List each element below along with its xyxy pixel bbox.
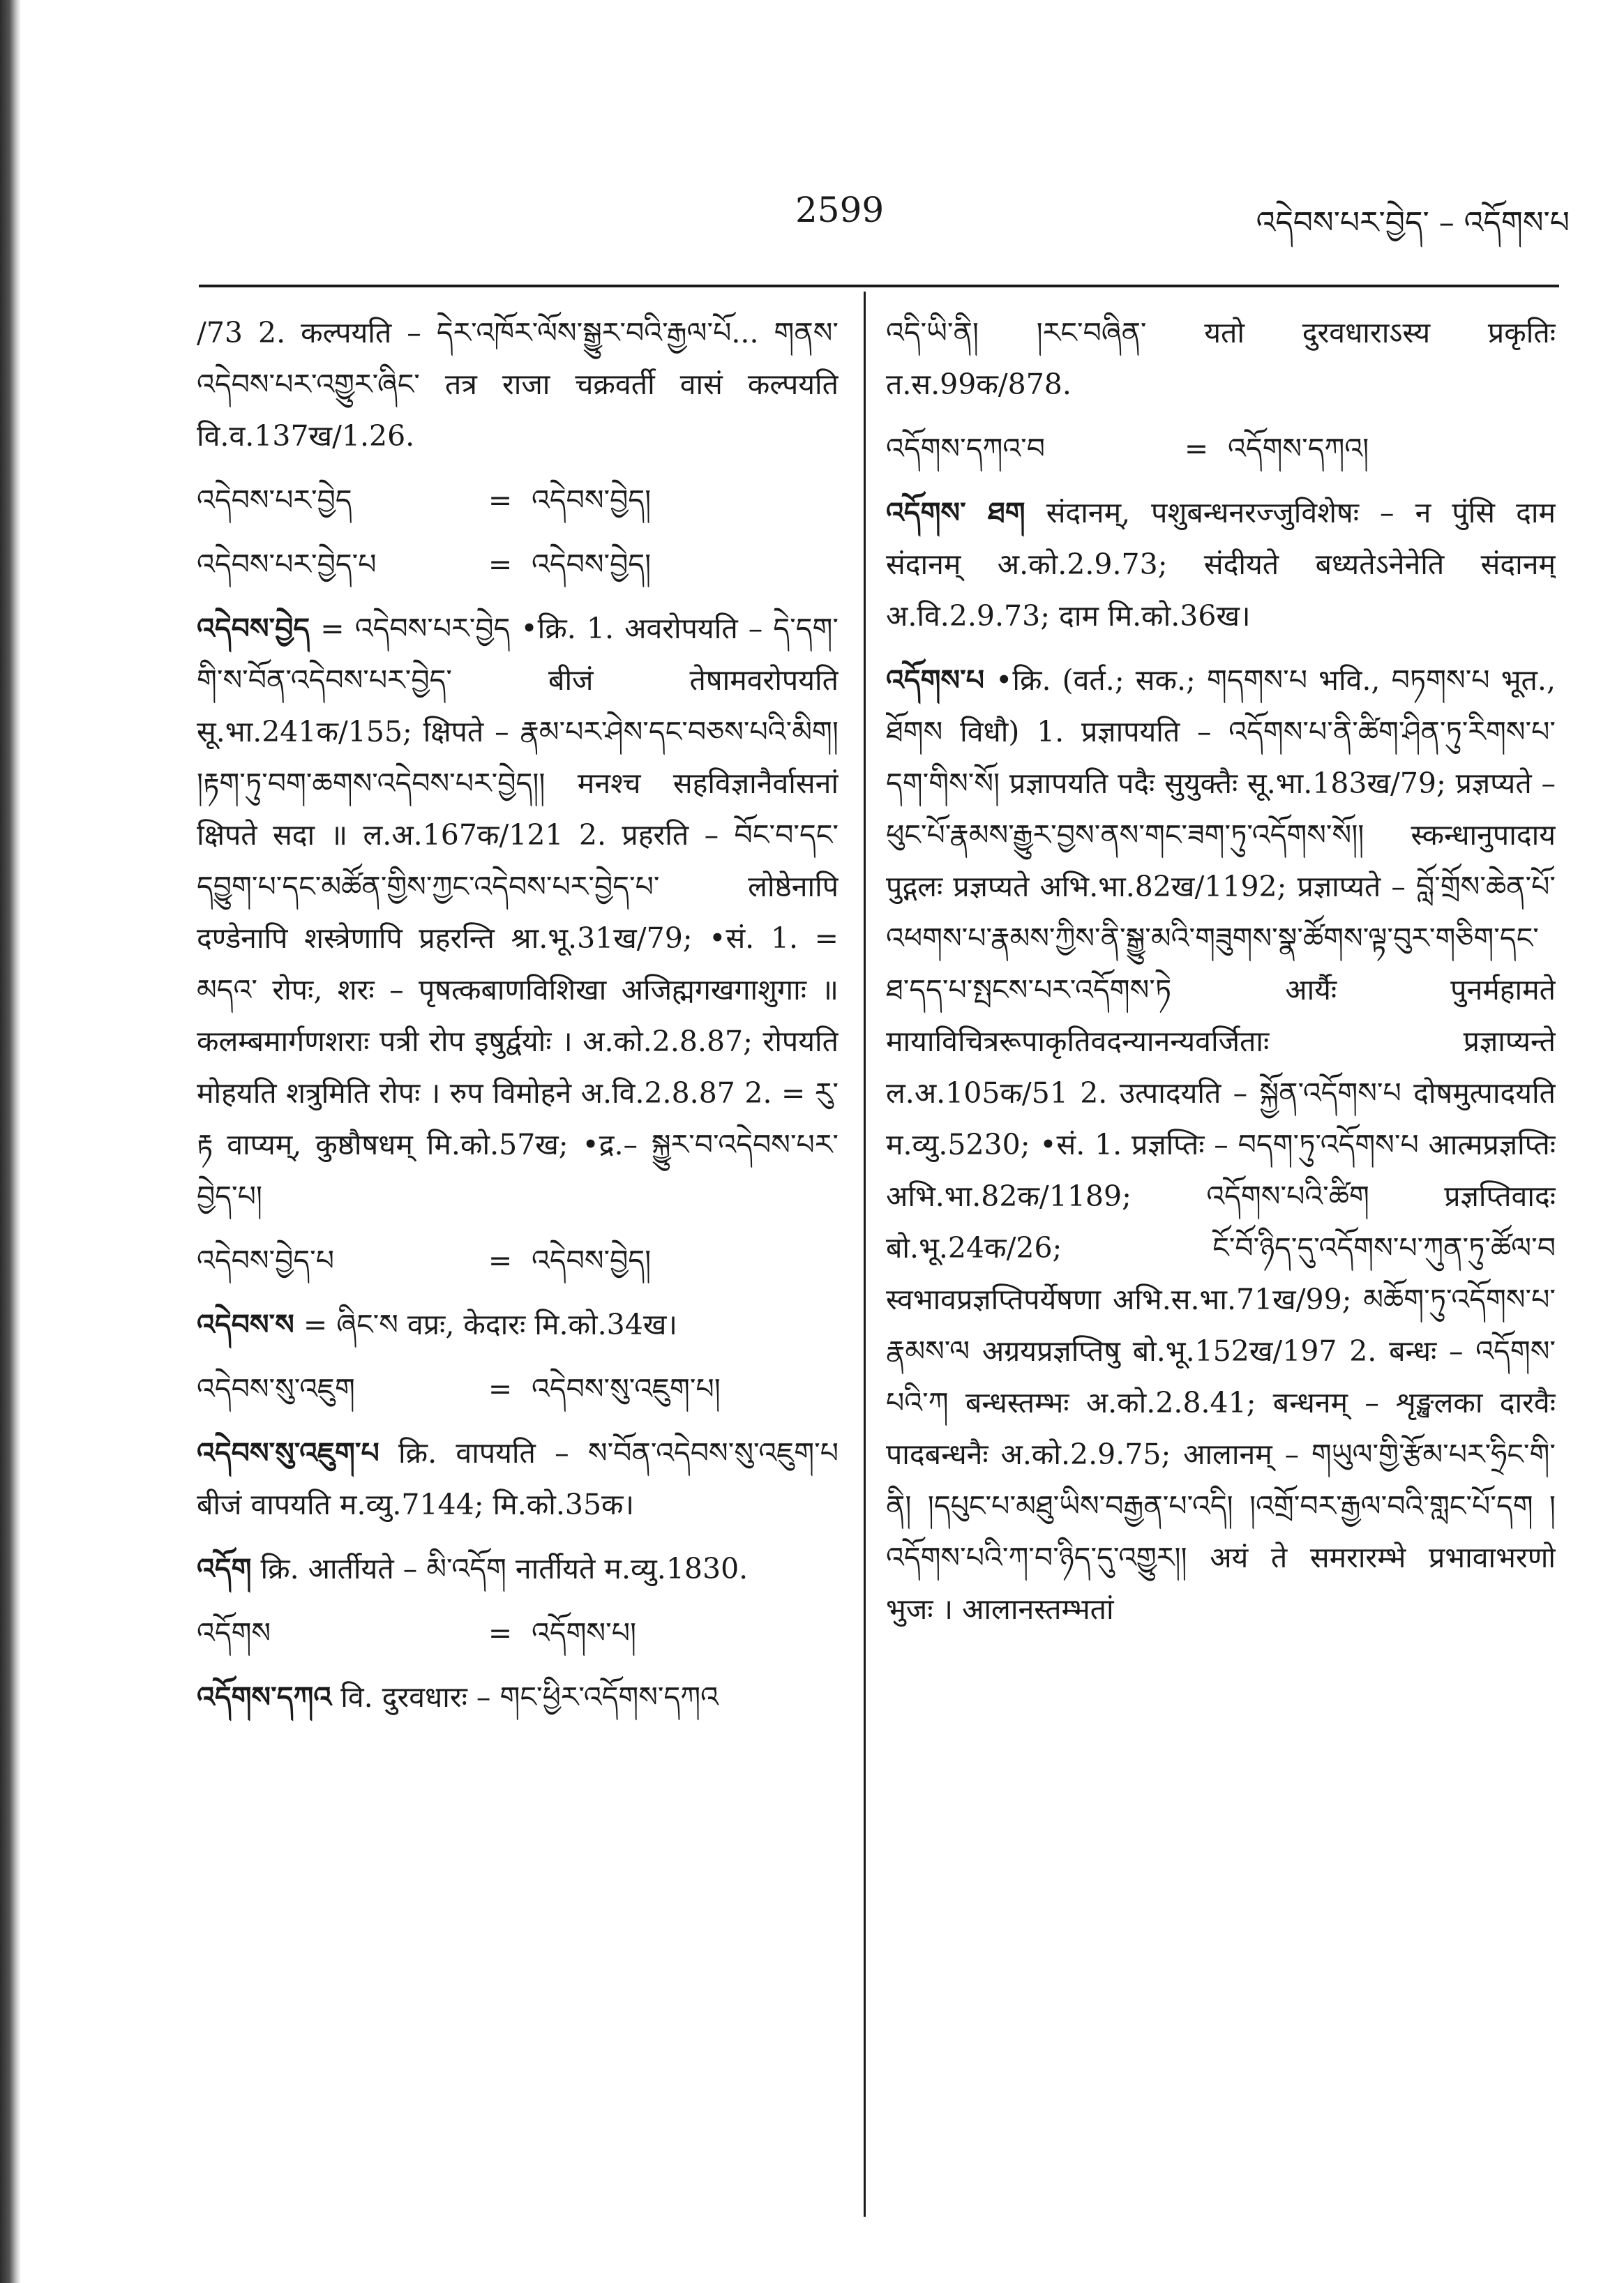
- right-column: [886, 307, 1556, 2260]
- headword: འདོག: [197, 1552, 252, 1585]
- entry-body: क्रि. आर्तीयते – མི་འདོག नार्तीयते म.व्यु.1830.: [260, 1552, 749, 1585]
- headword: འདོགས་པ: [886, 663, 984, 697]
- left-column: [197, 307, 839, 2260]
- dictionary-entry: [197, 1671, 839, 1723]
- headword: འདེབས་བྱེད: [197, 612, 310, 645]
- dictionary-entry: [197, 1543, 839, 1595]
- dictionary-entry: [197, 1299, 839, 1350]
- dictionary-entry: [886, 487, 1556, 642]
- running-head: འདེབས་པར་བྱེད་ – འདོགས་པ: [1256, 205, 1570, 241]
- entry-body: = ཞིང་ས वप्रः, केदारः मि.को.34ख।: [303, 1308, 677, 1341]
- headword: འདེབས་བྱེད་པ: [197, 1244, 335, 1277]
- header-rule: [199, 285, 1559, 287]
- dictionary-entry: [197, 307, 839, 462]
- reference-target: འདེབས་བྱེད།: [532, 483, 652, 517]
- reference-target: འདོགས་པ།: [532, 1616, 637, 1650]
- equals-sign: =: [1184, 432, 1209, 465]
- headword: འདེབས་སུ་འཇུག: [197, 1372, 355, 1406]
- reference-target: འདེབས་བྱེད།: [532, 548, 652, 581]
- cross-reference-entry: [886, 423, 1556, 474]
- entry-body: /73 2. कल्पयति – དེར་འཁོར་ལོས་སྒྱུར་བའི་རྒྱལ་པོ... གནས་འདེབས་པར་འགྱུར་ཞིང་ तत्र राजा चक्रवर्ती वासं कल्पयति वि.व.137ख/1.26.: [197, 316, 839, 453]
- entry-body: འདི་ཡི་ནི། །རང་བཞིན་ यतो दुरवधाराऽस्य प्रकृतिः त.स.99क/878.: [886, 316, 1556, 401]
- entry-body: संदानम्, पशुबन्धनरज्जुविशेषः – न पुंसि दाम संदानम् अ.को.2.9.73; संदीयते बध्यतेऽनेनेति संदानम् अ.वि.2.9.73; दाम मि.को.36ख।: [886, 496, 1556, 633]
- dictionary-entry: [197, 1427, 839, 1530]
- headword: འདོགས་དཀའ: [197, 1680, 332, 1714]
- dictionary-entry: [886, 654, 1556, 1635]
- entry-body: •क्रि. (वर्त.; सक.; གདགས་པ भवि., བཏགས་པ भूत., ཐོགས विधौ) 1. प्रज्ञापयति – འདོགས་པ་ནི་ཚིག་ཤིན་ཏུ་རིགས་པ་དག་གིས་སོ། प्रज्ञापयति पदैः सुयुक्तैः सू.भा.183ख/79; प्रज्ञप्यते – ཕུང་པོ་རྣམས་རྒྱུར་བྱས་ནས་གང་ཟག་ཏུ་འདོགས་སོ།། स्कन्धानुपादाय पुद्गलः प्रज्ञप्यते अभि.भा.82ख/1192; प्रज्ञाप्यते – བློ་གྲོས་ཆེན་པོ་འཕགས་པ་རྣམས་ཀྱིས་ནི་སྒྱུ་མའི་གཟུགས་སྣ་ཚོགས་ལྟ་བུར་གཅིག་དང་ཐ་དད་པ་སྤངས་པར་འདོགས་ཏེ आर्यैः पुनर्महामते मायाविचित्ररूपाकृतिवदन्यानन्यवर्जिताः प्रज्ञाप्यन्ते ल.अ.105क/51 2. उत्पादयति – སྐྱོན་འདོགས་པ दोषमुत्पादयति म.व्यु.5230; •सं. 1. प्रज्ञप्तिः – བདག་ཏུ་འདོགས་པ आत्मप्रज्ञप्तिः अभि.भा.82क/1189; འདོགས་པའི་ཚིག प्रज्ञप्तिवादः बो.भू.24क/26; ངོ་བོ་ཉིད་དུ་འདོགས་པ་ཀུན་ཏུ་ཚོལ་བ स्वभावप्रज्ञप्तिपर्येषणा अभि.स.भा.71ख/99; མཆོག་ཏུ་འདོགས་པ་རྣམས་ལ अग्रयप्रज्ञप्तिषु बो.भू.152ख/197 2. बन्धः – འདོགས་པའི་ཀ बन्धस्तम्भः अ.को.2.8.41; बन्धनम् – शृङ्खलका दारवैः पादबन्धनैः अ.को.2.9.75; आलानम् – གཡུལ་གྱི་རྩོམ་པར་ཧྲིང་གི་ནི། །དཔུང་པ་མཐུ་ཡིས་བརྒྱན་པ་འདི། །འགྲོ་བར་རྒྱལ་བའི་གླང་པོ་དག །འདོགས་པའི་ཀ་བ་ཉིད་དུ་འགྱུར།། अयं ते समरारम्भे प्रभावाभरणो भुजः । आलानस्तम्भतां: [886, 663, 1556, 1626]
- dictionary-entry: [197, 603, 839, 1222]
- equals-sign: =: [488, 1244, 513, 1277]
- reference-target: འདེབས་སུ་འཇུག་པ།: [532, 1372, 721, 1406]
- page-number: 2599: [795, 190, 885, 230]
- headword: འདོགས་དཀའ་བ: [886, 432, 1046, 465]
- equals-sign: =: [488, 483, 513, 517]
- cross-reference-entry: [197, 538, 839, 590]
- cross-reference-entry: [197, 1607, 839, 1659]
- headword: འདོགས: [197, 1616, 271, 1650]
- equals-sign: =: [488, 1616, 513, 1650]
- headword: འདོགས་ ཐག: [886, 496, 1025, 529]
- reference-target: འདེབས་བྱེད།: [532, 1244, 652, 1277]
- reference-target: འདོགས་དཀའ།: [1228, 432, 1369, 465]
- cross-reference-entry: [197, 474, 839, 526]
- dictionary-entry: [886, 307, 1556, 410]
- headword: འདེབས་སུ་འཇུག་པ: [197, 1436, 379, 1470]
- equals-sign: =: [488, 1372, 513, 1406]
- cross-reference-entry: [197, 1363, 839, 1415]
- equals-sign: =: [488, 548, 513, 581]
- scan-binding-edge: [0, 0, 21, 2283]
- column-divider: [864, 292, 866, 2217]
- headword: འདེབས་པར་བྱེད་པ: [197, 548, 377, 581]
- headword: འདེབས་པར་བྱེད: [197, 483, 352, 517]
- entry-body: क्रि. वापयति – ས་བོན་འདེབས་སུ་འཇུག་པ बीजं वापयति म.व्यु.7144; मि.को.35क।: [197, 1436, 839, 1521]
- cross-reference-entry: [197, 1235, 839, 1286]
- entry-body: वि. दुरवधारः – གང་ཕྱིར་འདོགས་དཀའ: [340, 1680, 719, 1714]
- entry-body: = འདེབས་པར་བྱེད •क्रि. 1. अवरोपयति – དེ་དག་གི་ས་བོན་འདེབས་པར་བྱེད་ बीजं तेषामवरोपयति सू.भा.241क/155; क्षिपते – རྣམ་པར་ཤེས་དང་བཅས་པའི་མིག། །རྟག་ཏུ་བག་ཆགས་འདེབས་པར་བྱེད།། मनश्च सहविज्ञानैर्वासनां क्षिपते सदा ॥ ल.अ.167क/121 2. प्रहरति – བོང་བ་དང་དབྱུག་པ་དང་མཚོན་གྱིས་ཀྱང་འདེབས་པར་བྱེད་པ་ लोष्ठेनापि दण्डेनापि शस्त्रेणापि प्रहरन्ति श्रा.भू.31ख/79; •सं. 1. = མདའ་ रोपः, शरः – पृषत्कबाणविशिखा अजिह्मगखगाशुगाः ॥ कलम्बमार्गणशराः पत्री रोप इषुर्द्वयोः । अ.को.2.8.87; रोपयति मोहयति शत्रुमिति रोपः । रुप विमोहने अ.वि.2.8.87 2. = རུ་རྟ वाप्यम्, कुष्ठौषधम् मि.को.57ख; •द्र.– སྐྱུར་བ་འདེབས་པར་བྱེད་པ།: [197, 612, 839, 1213]
- headword: འདེབས་ས: [197, 1308, 294, 1341]
